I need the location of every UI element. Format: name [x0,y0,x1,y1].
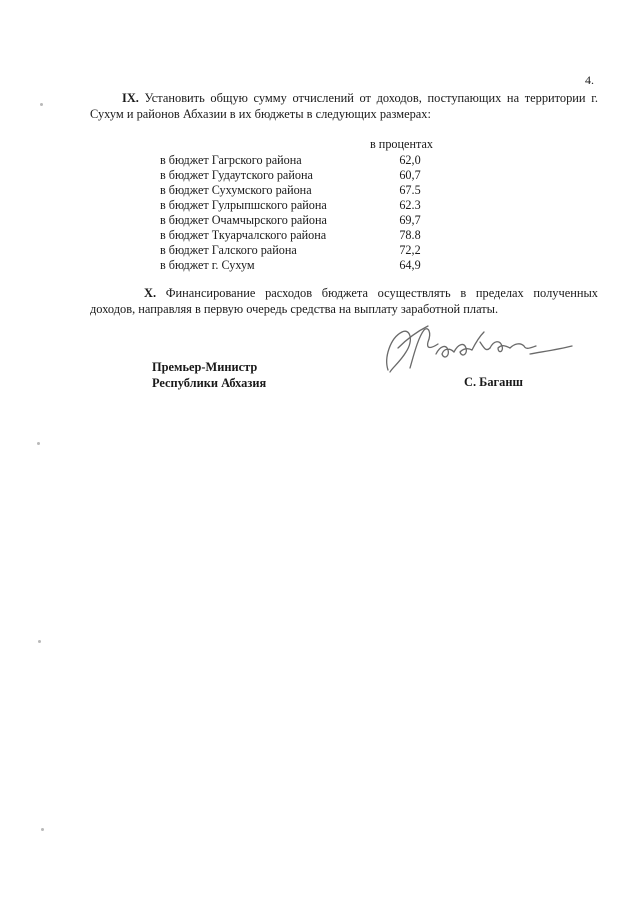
scan-speck [40,103,43,106]
allocation-percent: 62.3 [399,198,421,212]
allocation-row [160,153,430,168]
allocation-row [160,243,430,258]
section-x-paragraph [90,285,598,317]
section-ix-paragraph [90,90,598,122]
section-ix-numeral: IX. [122,91,139,105]
signer-title [152,359,266,391]
allocation-row [160,168,430,183]
allocation-district: в бюджет Гудаутского района [160,168,313,182]
allocation-percent: 69,7 [399,213,421,227]
allocation-district: в бюджет Ткуарчалского района [160,228,327,242]
allocation-district: в бюджет Галского района [160,243,297,257]
section-x [90,285,598,317]
signer-title-line: Республики Абхазия [152,376,267,390]
allocation-percent: 78.8 [399,228,421,242]
allocation-district: в бюджет Очамчырского района [160,213,327,227]
scan-speck [38,640,41,643]
section-ix [90,90,598,122]
signer-title-line: Премьер-Министр [152,360,258,374]
signer-name: С. Бaганш [464,375,523,389]
allocation-district: в бюджет Гагрского района [160,153,302,167]
allocation-percent: 62,0 [399,153,421,167]
allocation-row [160,258,430,273]
allocation-row [160,198,430,213]
section-x-numeral: X. [144,286,157,300]
allocation-row [160,213,430,228]
page-number: 4. [585,73,594,87]
allocation-district: в бюджет г. Сухум [160,258,255,272]
signature-drawing [380,318,580,378]
allocation-district: в бюджет Сухумского района [160,183,312,197]
allocation-percent: 64,9 [399,258,421,272]
allocation-percent: 60,7 [399,168,421,182]
allocation-percent: 67.5 [399,183,421,197]
scan-speck [37,442,40,445]
allocation-percent: 72,2 [399,243,421,257]
section-ix-text: Установить общую сумму отчислений от доходов, поступающих на территории г. Сухум и районов Абхазии в их бюджеты в следующих размерах: [90,91,598,121]
allocation-row [160,183,430,198]
allocation-district: в бюджет Гулрыпшского района [160,198,327,212]
scan-speck [41,828,44,831]
allocation-header: в процентах [370,137,433,151]
handwritten-signature [380,318,580,383]
allocation-row [160,228,430,243]
section-x-text: Финансирование расходов бюджета осуществлять в пределах полученных доходов, направляя в первую очередь средства на выплату заработной платы. [90,286,598,316]
